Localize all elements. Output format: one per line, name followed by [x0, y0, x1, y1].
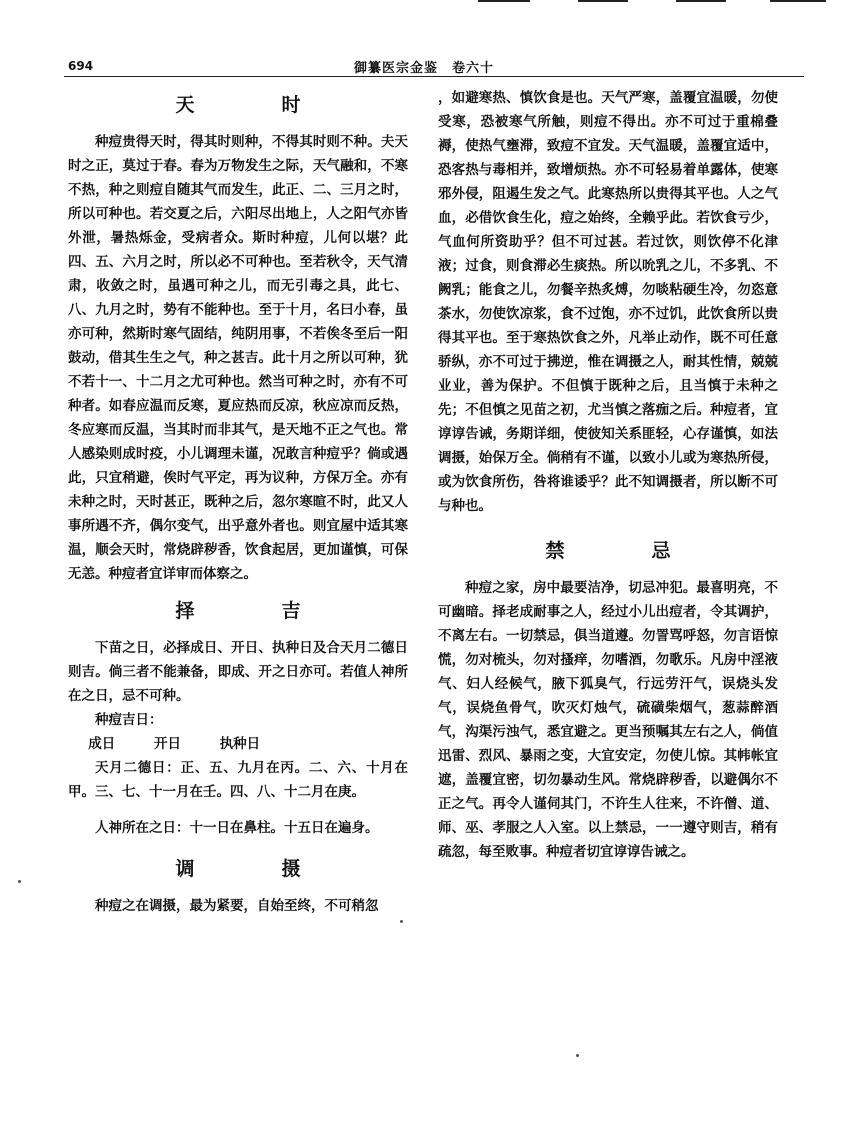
paragraph: 种痘之家，房中最要洁净，切忌冲犯。最喜明亮，不可幽暗。择老成耐事之人，经过小儿出痘者，令其调护，不离左右。一切禁忌，俱当道遵。勿詈骂呼怒，勿言语惊慌，勿对梳头，勿对搔痒，勿嗜酒，勿歌乐。凡房中淫液气、妇人经候气，腋下狐臭气，行远劳汗气，误烧头发气，误烧鱼骨气，吹灭灯烛气，硫磺柴烟气，葱蒜醉酒气，沟渠污浊气，悉宜避之。更当预嘱其左右之人，倘值迅雷、烈风、暴雨之变，大宜安定，勿使儿惊。其帏帐宜遮，盖覆宜密，切勿暴动生风。常烧辟秽香，以避偶尔不正之气。再令人谨伺其门，不许生人往来，不许僧、道、师、巫、孝服之人入室。以上禁忌，一一遵守则吉，稍有疏忽，每至败事。种痘者切宜谆谆告诫之。 [438, 580, 778, 860]
page-header [64, 56, 804, 78]
section-title-tianshi: 天 时 [175, 94, 335, 116]
speck [576, 1054, 579, 1057]
paragraph: 天月二德日：正、五、九月在丙。二、六、十月在甲。三、七、十一月在壬。四、八、十二月在庚。 [68, 760, 408, 800]
day-item: 开日 [153, 736, 181, 752]
paragraph: 人神所在之日：十一日在鼻柱。十五日在遍身。 [95, 820, 379, 836]
day-item: 执种日 [219, 736, 261, 752]
paragraph-start: 种痘之在调摄，最为紧要，自始至终，不可稍忽 [95, 898, 379, 914]
section-title-tiaoshe: 调 摄 [175, 858, 335, 880]
scan-mark [676, 0, 726, 2]
scan-mark [478, 0, 530, 2]
auspicious-days-row [68, 732, 408, 756]
speck [18, 880, 21, 883]
scan-mark [578, 0, 628, 2]
paragraph: 下苗之日，必择成日、开日、执种日及合天月二德日则吉。倘三者不能兼备，即成、开之日亦可。若值人神所在之日，忌不可种。 [68, 640, 408, 704]
paragraph-continued: ，如避寒热、慎饮食是也。天气严寒，盖覆宜温暖，勿使受寒，恐被寒气所触，则痘不得出。亦不可过于重棉叠褥，使热气壅滞，致痘不宜发。天气温暖，盖覆宜适中，恐客热与毒相并，致增烦热。亦不可轻易着单露体，使寒邪外侵，阻遏生发之气。此寒热所以贵得其平也。人之气血，必借饮食生化，痘之始终，全赖乎此。若饮食亏少，气血何所资助乎？但不可过甚。若过饮，则饮停不化津液；过食，则食滞必生痰热。所以吮乳之儿，不多乳、不阙乳；能食之儿，勿餐辛热炙煿，勿啖粘硬生冷，勿恣意茶水，勿使饮凉浆，食不过饱，亦不过饥，此饮食所以贵得其平也。至于寒热饮食之外，凡举止动作，既不可任意骄纵，亦不可过于拂逆，惟在调摄之人，耐其性情，兢兢业业，善为保护。不但慎于既种之后，且当慎于未种之先；不但慎之见苗之初，尤当慎之落痂之后。种痘者，宜谆谆告诫，务期详细，使彼知关系匪轻，心存谨慎，如法调摄，始保万全。倘稍有不谨，以致小儿或为寒热所侵，或为饮食所伤，咎将谁诿乎？此不知调摄者，所以断不可与种也。 [438, 90, 778, 514]
page-number: 694 [68, 59, 94, 73]
speck [400, 920, 403, 923]
header-rule [64, 76, 804, 77]
day-item: 成日 [88, 736, 116, 752]
section-title-jinji: 禁 忌 [545, 540, 705, 562]
section-title-zeji: 择 吉 [175, 600, 335, 622]
right-column [438, 86, 778, 864]
running-title: 御纂医宗金鉴 卷六十 [354, 61, 495, 76]
left-column [68, 86, 408, 918]
scan-mark [770, 0, 826, 2]
paragraph: 种痘吉日： [95, 712, 163, 728]
paragraph: 种痘贵得天时，得其时则种，不得其时则不种。夫天时之正，莫过于春。春为万物发生之际，天气融和，不寒不热，种之则痘自随其气而发生，此正、二、三月之时，所以可种也。若交夏之后，六阳尽出地上，人之阳气亦皆外泄，暑热烁金，受病者众。斯时种痘，儿何以堪？此四、五、六月之时，所以必不可种也。至若秋令，天气清肃，收敛之时，虽遇可种之儿，而无引毒之具，此七、八、九月之时，势有不能种也。至于十月，名曰小春，虽亦可种，然斯时寒气固结，纯阴用事，不若俟冬至后一阳鼓动，借其生生之气，种之甚吉。此十月之所以可种，犹不若十一、十二月之尤可种也。然当可种之时，亦有不可种者。如春应温而反寒，夏应热而反凉，秋应凉而反热，冬应寒而反温，当其时而非其气，是天地不正之气也。常人感染则成时疫，小儿调理未谨，况敢言种痘乎？倘或遇此，只宜稍避，俟时气平定，再为议种，方保万全。亦有未种之时，天时甚正，既种之后，忽尔寒暄不时，此又人事所遇不齐，偶尔变气，出乎意外者也。则宜屋中适其寒温，顺会天时，常烧辟秽香，饮食起居，更加谨慎，可保无恙。种痘者宜详审而体察之。 [68, 134, 408, 582]
